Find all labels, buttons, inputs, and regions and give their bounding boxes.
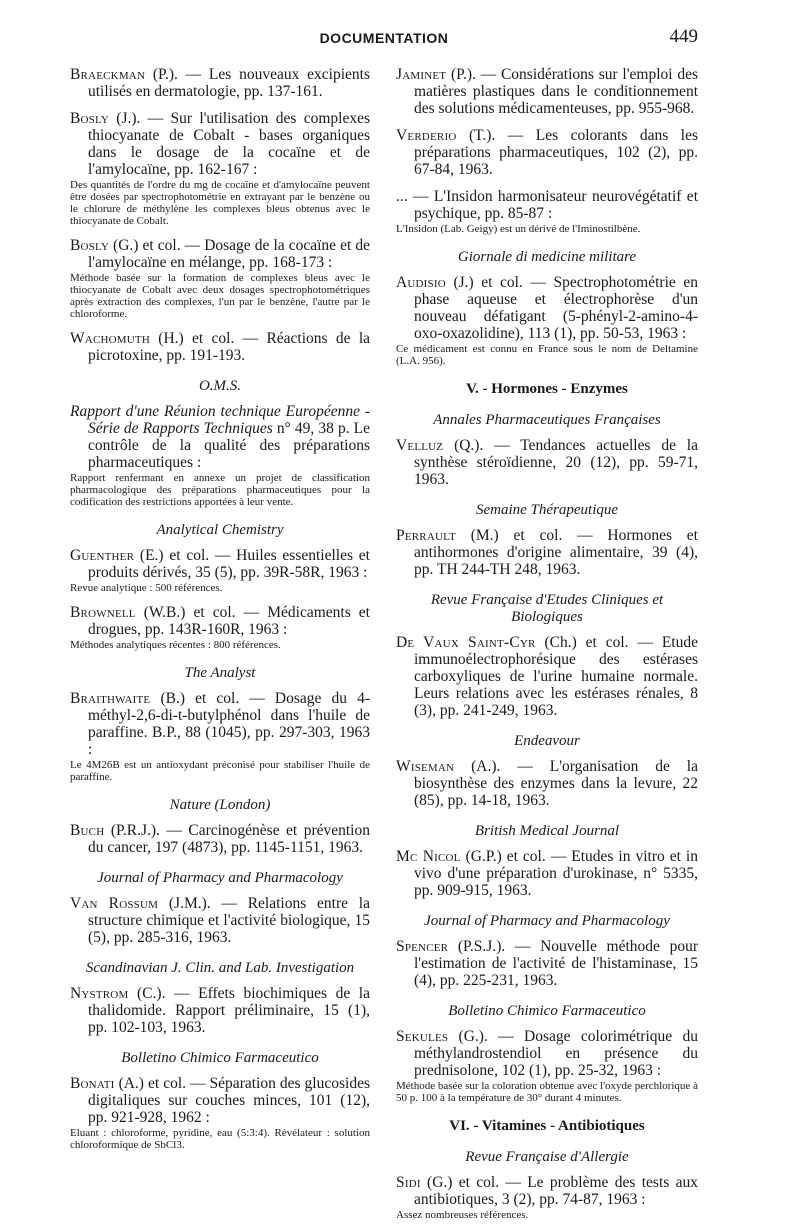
bibliography-entry: [70, 1075, 370, 1151]
bibliography-entry: [70, 330, 370, 364]
entry-author: Mc Nicol: [396, 848, 461, 865]
entry-text: (A.). — L'organisation de la biosynthèse des enzymes dans la levure, 22 (85), pp. 14-18, 1963.: [414, 758, 698, 809]
journal-heading: Giornale di medicine militare: [457, 249, 637, 265]
entry-text: (W.B.) et col. — Médicaments et drogues, pp. 143R-160R, 1963 :: [88, 604, 370, 638]
entry-note: Assez nombreuses références.: [396, 1209, 529, 1221]
bibliography-entry: [70, 985, 370, 1036]
entry-text: (H.) et col. — Réactions de la picrotoxine, pp. 191-193.: [88, 330, 370, 364]
journal-heading: Journal of Pharmacy and Pharmacology: [424, 913, 670, 929]
bibliography-entry: [70, 66, 370, 100]
entry-author: Guenther: [70, 547, 135, 564]
entry-note: Des quantités de l'ordre du mg de cocaïne et d'amylocaïne peuvent être dosées par spectrophotométrie en extrayant par le benzène ou le chlorure de méthylène les complexes bleus obtenus avec le thiocyanate de Cobalt.: [70, 179, 370, 227]
journal-heading: Revue Française d'Etudes Cliniques et Biologiques: [430, 592, 664, 625]
left-column: [70, 66, 370, 1161]
entry-text: n° 49, 38 p. Le contrôle de la qualité des préparations pharmaceutiques :: [88, 420, 371, 471]
bibliography-entry: [396, 1174, 698, 1221]
entry-author: Bonati: [70, 1075, 115, 1092]
entry-author: Nystrom: [70, 985, 129, 1002]
entry-text: (E.) et col. — Huiles essentielles et produits dérivés, 35 (5), pp. 39R-58R, 1963 :: [88, 547, 370, 581]
entry-author: Perrault: [396, 527, 456, 544]
bibliography-entry: [396, 274, 698, 367]
entry-text: (P.R.J.). — Carcinogénèse et prévention du cancer, 197 (4873), pp. 1145-1151, 1963.: [88, 822, 370, 856]
section-heading: VI. - Vitamines - Antibiotiques: [449, 1118, 645, 1134]
running-title: DOCUMENTATION: [319, 30, 449, 46]
entry-text: (P.S.J.). — Nouvelle méthode pour l'estimation de l'activité de l'histaminase, 15 (4), pp. 225-231, 1963.: [414, 938, 698, 989]
entry-text: (Ch.) et col. — Etude immunoélectrophorésique des estérases carboxyliques de l'urine humaine normale. Leurs relations avec les estérases rénales, 8 (3), pp. 241-249, 1963.: [414, 634, 698, 719]
entry-note: L'Insidon (Lab. Geigy) est un dérivé de l'Iminostilbène.: [396, 223, 641, 235]
entry-author: Van Rossum: [70, 895, 159, 912]
bibliography-entry: [70, 895, 370, 946]
entry-author: Braeckman: [70, 66, 146, 83]
entry-author: Verderio: [396, 127, 457, 144]
journal-heading: Journal of Pharmacy and Pharmacology: [97, 870, 343, 886]
entry-note: Eluant : chloroforme, pyridine, eau (5:3:4). Révélateur : solution chloroformique de SbCl3.: [70, 1127, 370, 1151]
entry-text: (J.). — Sur l'utilisation des complexes thiocyanate de Cobalt - bases organiques dans le dosage de la cocaïne et de l'amylocaïne, pp. 162-167 :: [88, 110, 370, 178]
entry-text: (G.). — Dosage colorimétrique du méthylandrostendiol en présence du prednisolone, 102 (1), pp. 25-32, 1963 :: [414, 1028, 698, 1079]
entry-author: Bosly: [70, 110, 109, 127]
journal-heading: Nature (London): [169, 797, 271, 813]
entry-author: Wiseman: [396, 758, 455, 775]
bibliography-entry: [70, 237, 370, 320]
right-column: [396, 66, 698, 1231]
entry-text: (J.M.). — Relations entre la structure chimique et l'activité biologique, 15 (5), pp. 285-316, 1963.: [88, 895, 370, 946]
entry-text: (P.). — Considérations sur l'emploi des matières plastiques dans le conditionnement des solutions médicamenteuses, pp. 955-968.: [414, 66, 698, 117]
entry-author: Sekules: [396, 1028, 449, 1045]
entry-text: (C.). — Effets biochimiques de la thalidomide. Rapport préliminaire, 15 (1), pp. 102-103, 1963.: [88, 985, 370, 1036]
entry-text: (Q.). — Tendances actuelles de la synthèse stéroïdienne, 20 (12), pp. 59-71, 1963.: [414, 437, 698, 488]
page-header: [70, 26, 698, 50]
entry-author: Braithwaite: [70, 690, 151, 707]
entry-author: De Vaux Saint-Cyr: [396, 634, 536, 651]
bibliography-entry: [396, 127, 698, 178]
bibliography-entry: [396, 188, 698, 235]
bibliography-entry: [396, 938, 698, 989]
entry-author: Audisio: [396, 274, 446, 291]
journal-heading: Bolletino Chimico Farmaceutico: [121, 1050, 319, 1066]
entry-note: Méthode basée sur la formation de complexes bleus avec le thiocyanate de Cobalt avec deux dosages spectrophotométriques après extraction des complexes, l'un par le benzène, l'autre par le chloroforme.: [70, 272, 370, 320]
journal-heading: Scandinavian J. Clin. and Lab. Investigation: [85, 960, 355, 976]
journal-heading: British Medical Journal: [474, 823, 620, 839]
bibliography-entry: [396, 527, 698, 578]
entry-text: (G.P.) et col. — Etudes in vitro et in vivo d'une préparation d'urokinase, n° 5335, pp. 909-915, 1963.: [414, 848, 698, 899]
entry-note: Méthode basée sur la coloration obtenue avec l'oxyde perchlorique à 50 p. 100 à la température de 30° durant 4 minutes.: [396, 1080, 698, 1104]
journal-heading: Annales Pharmaceutiques Françaises: [433, 412, 661, 428]
entry-author: Spencer: [396, 938, 449, 955]
entry-author: Bosly: [70, 237, 109, 254]
bibliography-entry: [70, 604, 370, 651]
entry-text: ... — L'Insidon harmonisateur neurovégétatif et psychique, pp. 85-87 :: [396, 188, 698, 222]
entry-note: Ce médicament est connu en France sous le nom de Deltamine (L.A. 956).: [396, 343, 698, 367]
entry-text: (A.) et col. — Séparation des glucosides digitaliques sur couches minces, 101 (12), pp. 921-928, 1962 :: [88, 1075, 370, 1126]
bibliography-entry: [396, 758, 698, 809]
bibliography-entry: [70, 690, 370, 783]
journal-heading: Endeavour: [514, 733, 580, 749]
entry-author: Velluz: [396, 437, 444, 454]
bibliography-entry: [396, 437, 698, 488]
entry-text: (M.) et col. — Hormones et antihormones d'origine alimentaire, 39 (4), pp. TH 244-TH 248, 1963.: [414, 527, 698, 578]
entry-note: Revue analytique : 500 références.: [70, 582, 223, 594]
entry-note: Le 4M26B est un antioxydant préconisé pour stabiliser l'huile de paraffine.: [70, 759, 370, 783]
journal-heading: Analytical Chemistry: [156, 522, 284, 538]
entry-text: (T.). — Les colorants dans les préparations pharmaceutiques, 102 (2), pp. 67-84, 1963.: [414, 127, 698, 178]
bibliography-entry: [70, 403, 370, 508]
journal-heading: Revue Française d'Allergie: [465, 1149, 629, 1165]
bibliography-entry: [70, 822, 370, 856]
entry-text: (P.). — Les nouveaux excipients utilisés en dermatologie, pp. 137-161.: [88, 66, 370, 100]
entry-note: Rapport renfermant en annexe un projet de classification pharmacologique des préparations pharmaceutiques pour la codification des restrictions apportées à leur vente.: [70, 472, 370, 508]
section-heading: V. - Hormones - Enzymes: [466, 381, 628, 397]
journal-heading: The Analyst: [184, 665, 256, 681]
entry-note: Méthodes analytiques récentes : 800 références.: [70, 639, 281, 651]
bibliography-entry: [396, 66, 698, 117]
entry-title: Rapport d'une Réunion technique Européenne - Série de Rapports Techniques: [70, 403, 370, 437]
entry-author: Brownell: [70, 604, 136, 621]
bibliography-entry: [70, 110, 370, 227]
journal-heading: O.M.S.: [198, 378, 242, 394]
entry-text: (G.) et col. — Le problème des tests aux antibiotiques, 3 (2), pp. 74-87, 1963 :: [414, 1174, 698, 1208]
entry-text: (B.) et col. — Dosage du 4-méthyl-2,6-di-t-butylphénol dans l'huile de paraffine. B.P., 88 (1045), pp. 297-303, 1963 :: [88, 690, 370, 758]
bibliography-entry: [396, 634, 698, 719]
journal-heading: Bolletino Chimico Farmaceutico: [448, 1003, 646, 1019]
bibliography-entry: [396, 848, 698, 899]
entry-author: Wachomuth: [70, 330, 150, 347]
journal-heading: Semaine Thérapeutique: [475, 502, 619, 518]
entry-text: (G.) et col. — Dosage de la cocaïne et de l'amylocaïne en mélange, pp. 168-173 :: [88, 237, 370, 271]
entry-text: (J.) et col. — Spectrophotométrie en phase aqueuse et électrophorèse d'un nouveau défatigant (5-phényl-2-amino-4-oxo-oxazolidine), 113 (1), pp. 50-53, 1963 :: [414, 274, 698, 342]
entry-author: Jaminet: [396, 66, 447, 83]
page-number: 449: [669, 26, 698, 47]
bibliography-entry: [396, 1028, 698, 1104]
entry-author: Buch: [70, 822, 105, 839]
bibliography-entry: [70, 547, 370, 594]
entry-author: Sidi: [396, 1174, 421, 1191]
